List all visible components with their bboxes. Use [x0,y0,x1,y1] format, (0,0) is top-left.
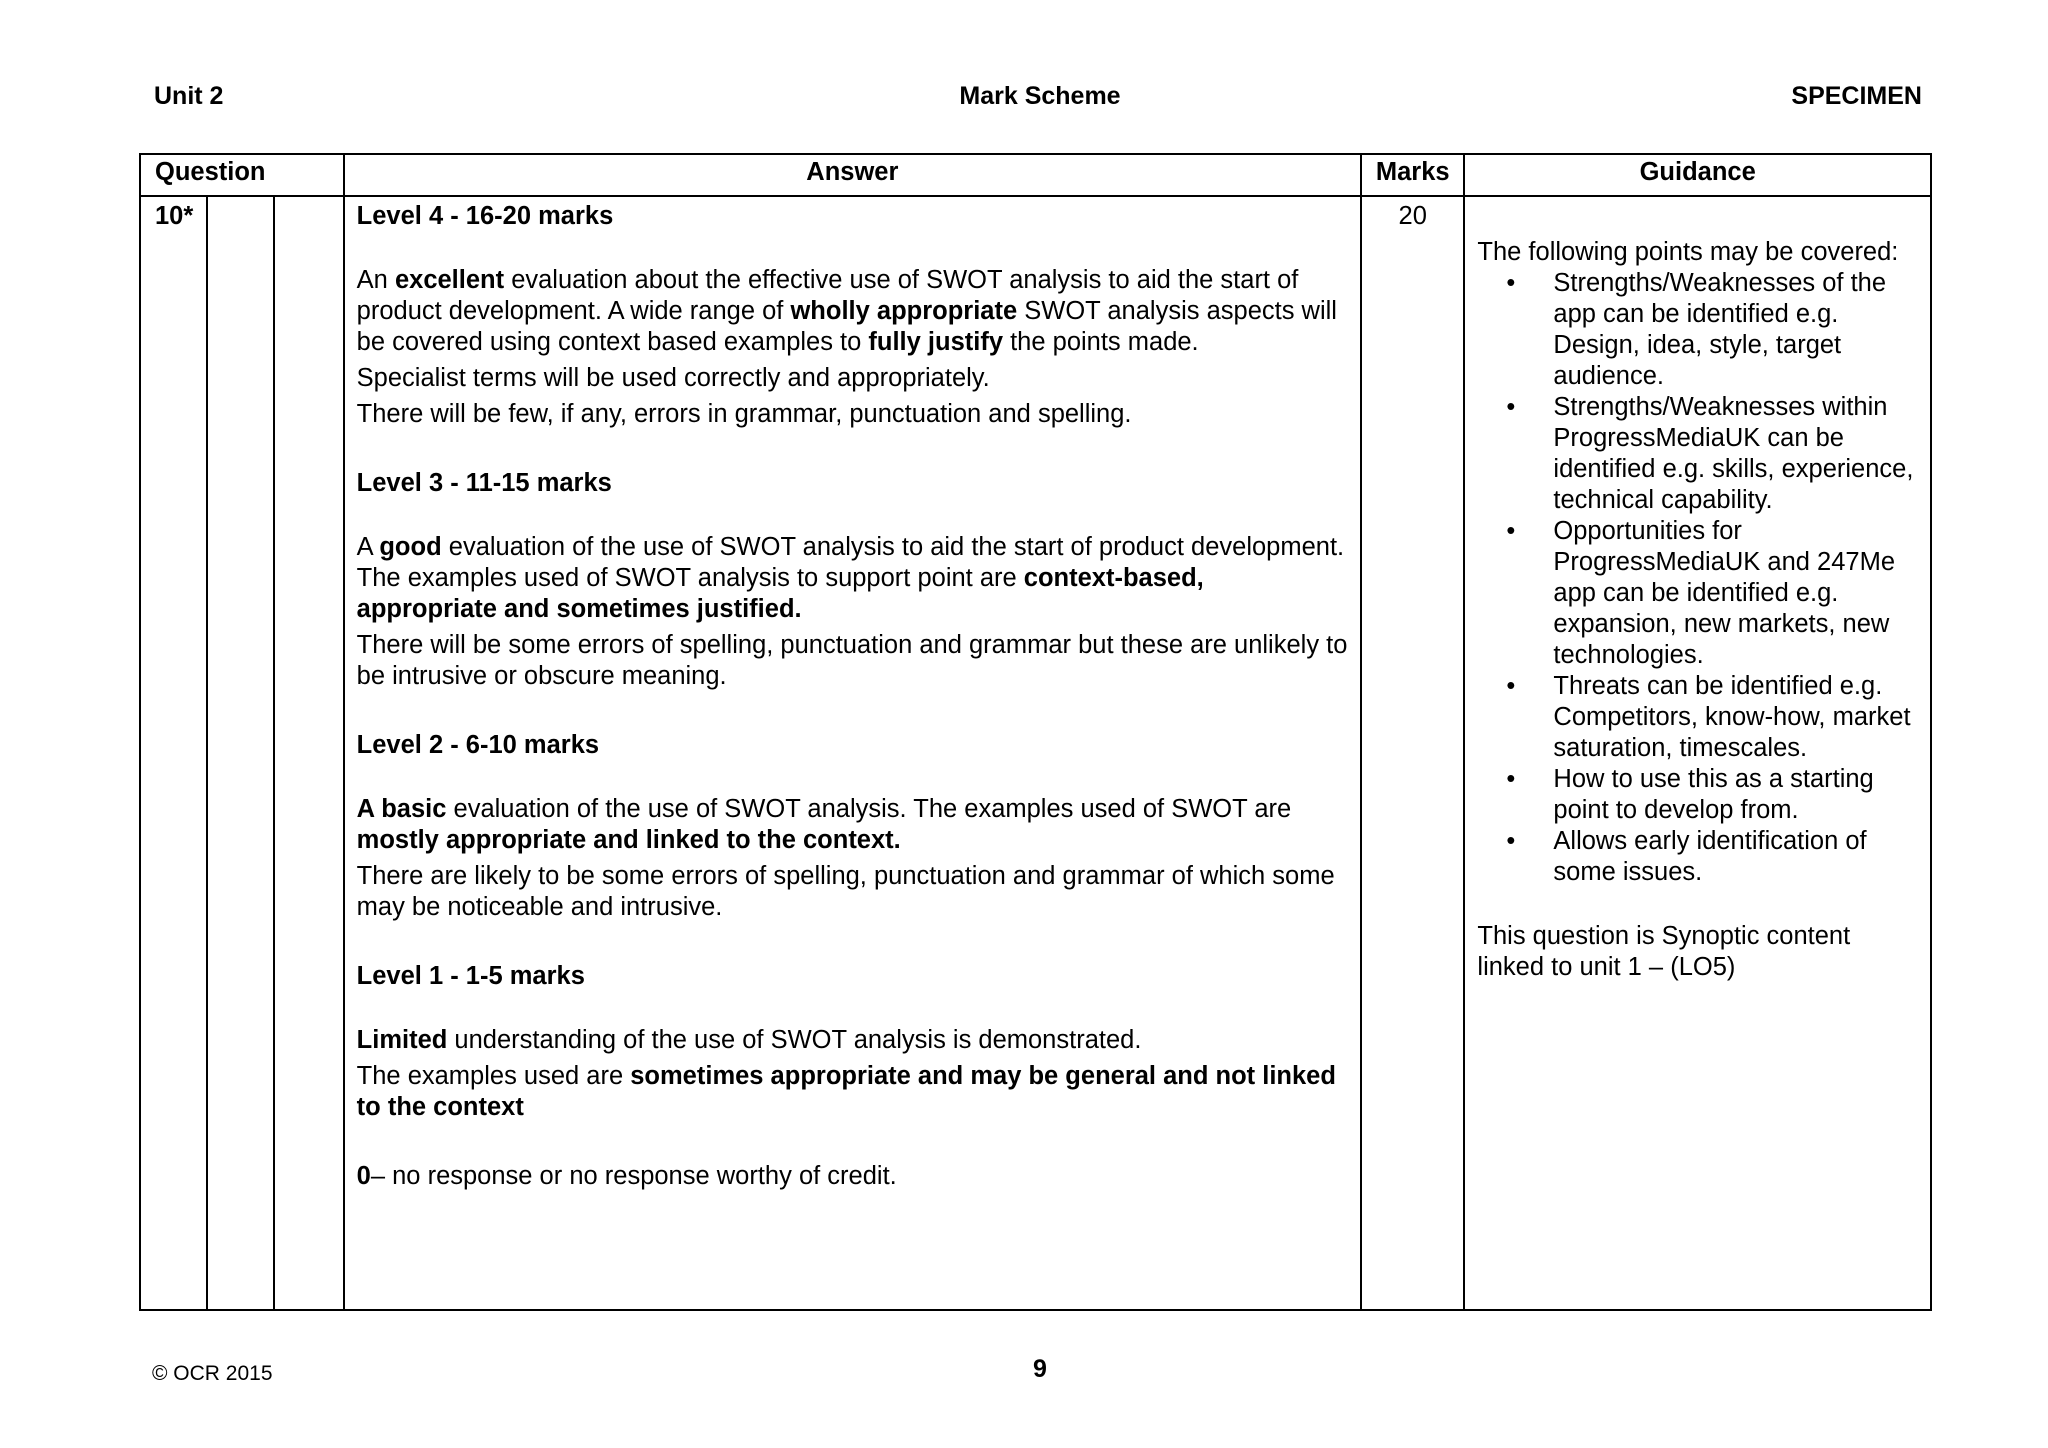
list-item: • Allows early identification of some issues. [1553,826,1920,888]
page-number: 9 [1033,1355,1047,1383]
list-item: • Strengths/Weaknesses of the app can be identified e.g. Design, idea, style, target audience. [1553,268,1920,392]
list-item: • Strengths/Weaknesses within ProgressMediaUK can be identified e.g. skills, experience, technical capability. [1553,392,1920,516]
column-header-marks: Marks [1361,154,1464,196]
list-item: • How to use this as a starting point to develop from. [1553,764,1920,826]
guidance-intro: The following points may be covered: [1477,238,1899,266]
level-3-spag: There will be some errors of spelling, punctuation and grammar but these are unlikely to be intrusive or obscure meaning. [356,631,1348,690]
level-1-title: Level 1 - 1-5 marks [356,962,585,990]
guidance-cell [1464,196,1931,1310]
level-2-title: Level 2 - 6-10 marks [356,731,600,759]
marks-cell: 20 [1361,196,1464,1310]
question-subpart-cell [274,196,343,1310]
list-item: • Threats can be identified e.g. Competitors, know-how, market saturation, timescales. [1553,671,1920,764]
column-header-answer: Answer [344,154,1361,196]
column-header-question: Question [140,154,344,196]
level-4-terms: Specialist terms will be used correctly and appropriately. [356,364,990,392]
mark-scheme-table [139,153,1932,1311]
level-3-title: Level 3 - 11-15 marks [356,469,612,497]
level-2-description: A basic evaluation of the use of SWOT analysis. The examples used of SWOT are mostly appropriate and linked to the context. [356,795,1292,854]
guidance-list [1477,268,1920,888]
level-1-description: Limited understanding of the use of SWOT analysis is demonstrated. [356,1026,1142,1054]
table-header-row [140,154,1931,196]
question-subpart-cell [207,196,274,1310]
guidance-note: This question is Synoptic content linked to unit 1 – (LO5) [1477,922,1851,981]
question-number: 10* [140,196,207,1310]
level-4-spag: There will be few, if any, errors in grammar, punctuation and spelling. [356,400,1132,428]
column-header-guidance: Guidance [1464,154,1931,196]
footer-copyright: © OCR 2015 [152,1362,273,1385]
level-0-description: 0– no response or no response worthy of credit. [356,1162,897,1190]
level-1-examples: The examples used are sometimes appropriate and may be general and not linked to the context [356,1062,1336,1121]
header-status: SPECIMEN [1791,82,1922,110]
level-2-spag: There are likely to be some errors of spelling, punctuation and grammar of which some may be noticeable and intrusive. [356,862,1335,921]
level-4-title: Level 4 - 16-20 marks [356,202,614,230]
list-item: • Opportunities for ProgressMediaUK and 247Me app can be identified e.g. expansion, new markets, new technologies. [1553,516,1920,671]
level-3-description: A good evaluation of the use of SWOT analysis to aid the start of product development. The examples used of SWOT analysis to support point are context-based, appropriate and sometimes justified. [356,533,1345,623]
header-unit: Unit 2 [154,82,224,110]
answer-cell [344,196,1361,1310]
header-title: Mark Scheme [959,82,1121,110]
level-4-description: An excellent evaluation about the effective use of SWOT analysis to aid the start of product development. A wide range of wholly appropriate SWOT analysis aspects will be covered using context based examples to fully justify the points made. [356,266,1337,356]
table-row [140,196,1931,1310]
